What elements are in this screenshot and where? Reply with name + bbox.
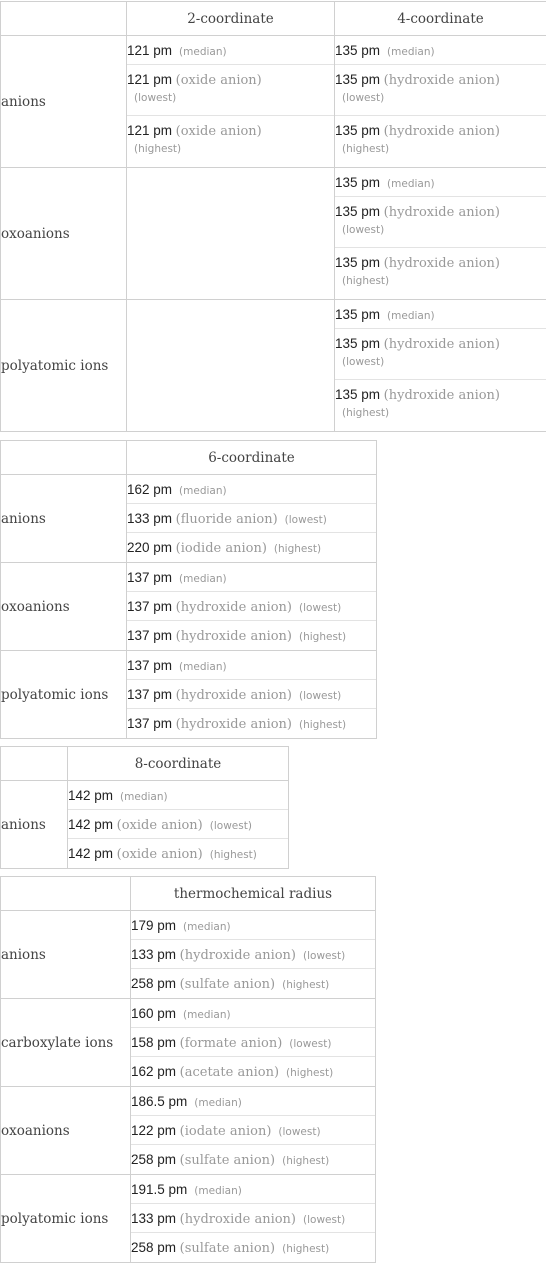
radius-entry	[68, 781, 288, 810]
header-row	[1, 877, 376, 911]
stat-label: (lowest)	[284, 514, 327, 526]
stat-label: (lowest)	[342, 356, 385, 368]
radius-value: 142 pm	[68, 846, 114, 861]
radius-value: 137 pm	[127, 716, 173, 731]
ion-name: (hydroxide anion)	[175, 600, 292, 615]
radius-value: 135 pm	[335, 123, 381, 138]
radius-entry	[335, 197, 546, 248]
stat-label: (median)	[120, 791, 168, 803]
ion-name: (oxide anion)	[175, 124, 262, 139]
row-header: anions	[1, 36, 127, 168]
stat-label: (median)	[387, 178, 435, 190]
ion-name: (hydroxide anion)	[175, 717, 292, 732]
corner-cell	[1, 877, 131, 911]
radius-entry	[127, 116, 334, 167]
stat-label: (highest)	[299, 719, 347, 731]
ion-name: (hydroxide anion)	[383, 256, 500, 271]
row-header: oxoanions	[1, 1087, 131, 1175]
column-header: thermochemical radius	[131, 877, 376, 911]
stat-label: (highest)	[299, 631, 347, 643]
stat-label: (median)	[194, 1185, 242, 1197]
table-row	[1, 36, 546, 168]
radius-entry	[335, 168, 546, 197]
radius-value: 121 pm	[127, 72, 173, 87]
radius-entry	[131, 969, 375, 998]
table-row	[1, 475, 377, 563]
ion-name: (sulfate anion)	[179, 977, 276, 992]
table-row	[1, 168, 546, 300]
header-row	[1, 747, 289, 781]
stat-label: (highest)	[273, 543, 322, 555]
radius-entry	[127, 592, 376, 621]
radius-value: 135 pm	[335, 204, 381, 219]
radius-value: 135 pm	[335, 43, 381, 58]
radius-entry	[127, 651, 376, 680]
radius-entry	[131, 940, 375, 969]
radius-value: 220 pm	[127, 540, 173, 555]
stat-label: (highest)	[286, 1067, 334, 1079]
radius-value: 137 pm	[127, 687, 173, 702]
radius-table-2-4-coordinate	[0, 1, 546, 432]
radius-entry	[127, 533, 376, 562]
values-cell	[131, 911, 376, 999]
corner-cell	[1, 441, 127, 475]
row-header: anions	[1, 475, 127, 563]
radius-entry	[131, 1116, 375, 1145]
stat-label: (lowest)	[303, 1214, 346, 1226]
ion-name: (hydroxide anion)	[175, 688, 292, 703]
radius-entry	[335, 248, 546, 299]
radius-value: 135 pm	[335, 387, 381, 402]
radius-value: 137 pm	[127, 628, 173, 643]
ion-name: (oxide anion)	[175, 73, 262, 88]
radius-entry	[127, 621, 376, 650]
stat-label: (lowest)	[278, 1126, 321, 1138]
stat-label: (median)	[183, 1009, 231, 1021]
radius-value: 191.5 pm	[131, 1182, 188, 1197]
values-cell	[335, 300, 546, 432]
values-cell	[127, 651, 377, 739]
row-header: polyatomic ions	[1, 1175, 131, 1263]
table-row	[1, 781, 289, 869]
radius-entry	[127, 563, 376, 592]
stat-label: (highest)	[342, 275, 390, 287]
radius-value: 135 pm	[335, 307, 381, 322]
radius-table-thermochemical	[0, 876, 376, 1263]
radius-entry	[127, 504, 376, 533]
table-row	[1, 999, 376, 1087]
radius-value: 186.5 pm	[131, 1094, 188, 1109]
radius-entry	[68, 810, 288, 839]
stat-label: (lowest)	[134, 92, 177, 104]
row-header: anions	[1, 911, 131, 999]
row-header: polyatomic ions	[1, 651, 127, 739]
values-cell	[127, 563, 377, 651]
values-cell	[127, 475, 377, 563]
radius-entry	[131, 1057, 375, 1086]
radius-entry	[131, 999, 375, 1028]
stat-label: (median)	[179, 661, 227, 673]
radius-entry	[335, 329, 546, 380]
header-row	[1, 2, 546, 36]
radius-value: 135 pm	[335, 175, 381, 190]
stat-label: (highest)	[134, 143, 182, 155]
empty-cell	[127, 300, 335, 432]
ion-name: (hydroxide anion)	[383, 73, 500, 88]
values-cell	[131, 999, 376, 1087]
radius-value: 158 pm	[131, 1035, 177, 1050]
radius-entry	[131, 911, 375, 940]
stat-label: (lowest)	[342, 92, 385, 104]
stat-label: (median)	[179, 46, 227, 58]
stat-label: (lowest)	[303, 950, 346, 962]
ion-name: (hydroxide anion)	[383, 388, 500, 403]
table-row	[1, 651, 377, 739]
ion-name: (iodide anion)	[175, 541, 267, 556]
ion-name: (fluoride anion)	[175, 512, 278, 527]
ion-name: (hydroxide anion)	[179, 948, 296, 963]
table-row	[1, 563, 377, 651]
radius-entry	[131, 1233, 375, 1262]
stat-label: (highest)	[209, 849, 257, 861]
radius-value: 121 pm	[127, 123, 173, 138]
radius-entry	[131, 1204, 375, 1233]
radius-entry	[127, 709, 376, 738]
values-cell	[127, 36, 335, 168]
radius-value: 142 pm	[68, 817, 114, 832]
radius-entry	[131, 1028, 375, 1057]
radius-value: 121 pm	[127, 43, 173, 58]
radius-value: 137 pm	[127, 658, 173, 673]
stat-label: (lowest)	[299, 690, 342, 702]
radius-entry	[127, 65, 334, 116]
ion-name: (acetate anion)	[179, 1065, 280, 1080]
stat-label: (median)	[179, 573, 227, 585]
radius-table-8-coordinate	[0, 746, 289, 869]
ion-name: (iodate anion)	[179, 1124, 272, 1139]
radius-value: 142 pm	[68, 788, 114, 803]
header-row	[1, 441, 377, 475]
values-cell	[131, 1175, 376, 1263]
stat-label: (median)	[183, 921, 231, 933]
radius-value: 162 pm	[131, 1064, 177, 1079]
radius-value: 179 pm	[131, 918, 177, 933]
ion-name: (formate anion)	[179, 1036, 283, 1051]
stat-label: (lowest)	[299, 602, 342, 614]
radius-entry	[335, 65, 546, 116]
ion-name: (sulfate anion)	[179, 1241, 276, 1256]
ion-name: (hydroxide anion)	[383, 337, 500, 352]
radius-value: 137 pm	[127, 570, 173, 585]
ion-name: (sulfate anion)	[179, 1153, 276, 1168]
stat-label: (highest)	[282, 1155, 330, 1167]
values-cell	[335, 36, 546, 168]
radius-entry	[68, 839, 288, 868]
row-header: oxoanions	[1, 563, 127, 651]
ion-name: (oxide anion)	[116, 847, 203, 862]
empty-cell	[127, 168, 335, 300]
radius-entry	[127, 36, 334, 65]
radius-value: 135 pm	[335, 72, 381, 87]
stat-label: (median)	[179, 485, 227, 497]
column-header: 8-coordinate	[68, 747, 289, 781]
radius-value: 133 pm	[131, 947, 177, 962]
radius-value: 135 pm	[335, 255, 381, 270]
radius-value: 137 pm	[127, 599, 173, 614]
radius-value: 133 pm	[131, 1211, 177, 1226]
values-cell	[131, 1087, 376, 1175]
stat-label: (highest)	[282, 1243, 330, 1255]
column-header: 2-coordinate	[127, 2, 335, 36]
ion-name: (oxide anion)	[116, 818, 203, 833]
radius-entry	[131, 1087, 375, 1116]
radius-entry	[335, 36, 546, 65]
row-header: oxoanions	[1, 168, 127, 300]
stat-label: (lowest)	[289, 1038, 332, 1050]
radius-entry	[335, 380, 546, 431]
stat-label: (lowest)	[209, 820, 252, 832]
row-header: polyatomic ions	[1, 300, 127, 432]
column-header: 6-coordinate	[127, 441, 377, 475]
radius-table-6-coordinate	[0, 440, 377, 739]
radius-value: 135 pm	[335, 336, 381, 351]
stat-label: (median)	[387, 310, 435, 322]
radius-entry	[131, 1145, 375, 1174]
radius-entry	[335, 116, 546, 167]
radius-entry	[131, 1175, 375, 1204]
column-header: 4-coordinate	[335, 2, 546, 36]
stat-label: (highest)	[342, 143, 390, 155]
corner-cell	[1, 2, 127, 36]
radius-value: 258 pm	[131, 976, 177, 991]
radius-value: 160 pm	[131, 1006, 177, 1021]
ion-name: (hydroxide anion)	[175, 629, 292, 644]
ion-name: (hydroxide anion)	[383, 205, 500, 220]
stat-label: (lowest)	[342, 224, 385, 236]
ion-name: (hydroxide anion)	[179, 1212, 296, 1227]
stat-label: (median)	[387, 46, 435, 58]
radius-entry	[127, 680, 376, 709]
values-cell	[68, 781, 289, 869]
table-row	[1, 1175, 376, 1263]
radius-value: 162 pm	[127, 482, 173, 497]
radius-entry	[335, 300, 546, 329]
radius-entry	[127, 475, 376, 504]
table-row	[1, 1087, 376, 1175]
table-row	[1, 911, 376, 999]
ion-name: (hydroxide anion)	[383, 124, 500, 139]
radius-value: 122 pm	[131, 1123, 177, 1138]
radius-value: 258 pm	[131, 1240, 177, 1255]
table-row	[1, 300, 546, 432]
row-header: anions	[1, 781, 68, 869]
stat-label: (highest)	[342, 407, 390, 419]
values-cell	[335, 168, 546, 300]
row-header: carboxylate ions	[1, 999, 131, 1087]
stat-label: (median)	[194, 1097, 242, 1109]
radius-value: 258 pm	[131, 1152, 177, 1167]
corner-cell	[1, 747, 68, 781]
radius-value: 133 pm	[127, 511, 173, 526]
stat-label: (highest)	[282, 979, 330, 991]
